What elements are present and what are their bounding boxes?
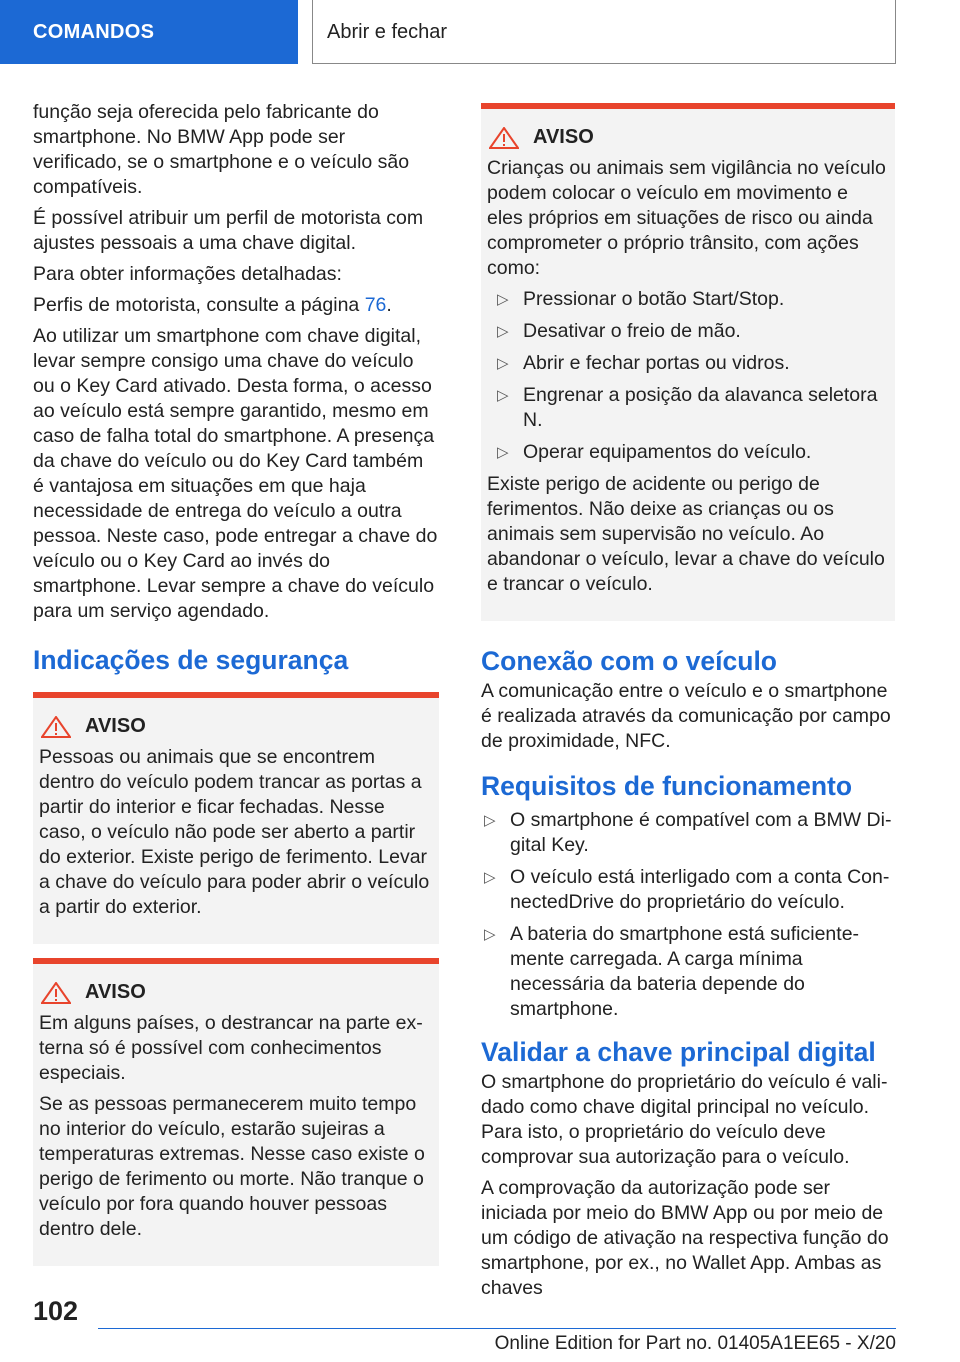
chapter-title: Abrir e fechar xyxy=(327,21,448,43)
list-item: ▷ Desativar o freio de mão. xyxy=(497,320,741,342)
list-item: ▷ O smartphone é compatível com a BMW Digital Key. xyxy=(484,809,892,856)
triangle-right-icon: ▷ xyxy=(497,444,509,461)
list-item: ▷ Engrenar a posição da alavanca seletora N. xyxy=(497,384,878,431)
section-tab xyxy=(0,0,298,64)
paragraph: É possível atribuir um perfil de motorista com ajustes pessoais a uma chave digital. xyxy=(33,207,424,254)
section-heading: Indicações de segurança xyxy=(33,645,349,675)
ref-text: Perfis de motorista, consulte a página xyxy=(33,294,365,316)
paragraph: Para obter informações detalhadas: xyxy=(33,263,342,285)
edition-note: Online Edition for Part no. 01405A1EE65 - X/20 xyxy=(494,1333,896,1354)
warning-text: Se as pessoas permanecerem muito tempo no interior do veículo, estarão sujeiras a temperaturas extremas. Nesse caso existe o perigo de ferimento ou morte. Não tranque o veículo por fora quando houver pessoas dentro dele. xyxy=(39,1093,425,1240)
page-link[interactable]: 76 xyxy=(364,294,387,316)
warning-box xyxy=(481,103,895,621)
warning-header xyxy=(41,714,433,739)
triangle-right-icon: ▷ xyxy=(484,812,496,829)
paragraph: A comprovação da autorização pode ser iniciada por meio do BMW App ou por meio de um código de ativação na respectiva função do smartphone, por ex., no Wallet App. Ambas as chaves xyxy=(481,1177,889,1299)
paragraph: O smartphone do proprietário do veículo é validado como chave digital principal no veículo. Para isto, o proprietário do veículo deve comprovar sua autorização para o veículo. xyxy=(481,1071,888,1168)
footer-divider xyxy=(98,1328,896,1329)
ref-tail: . xyxy=(386,294,392,316)
page-number: 102 xyxy=(33,1296,79,1326)
chapter-title-box xyxy=(312,0,896,64)
triangle-right-icon: ▷ xyxy=(484,869,496,886)
warning-triangle-icon xyxy=(41,716,75,738)
list-item: ▷ Pressionar o botão Start/Stop. xyxy=(497,288,785,310)
triangle-right-icon: ▷ xyxy=(484,926,496,943)
paragraph: A comunicação entre o veículo e o smartphone é realizada através da comunicação por campo de proximidade, NFC. xyxy=(481,680,891,752)
warning-label: AVISO xyxy=(533,126,594,148)
warning-header xyxy=(489,125,889,150)
warning-header xyxy=(41,980,433,1005)
list-item: ▷ Abrir e fechar portas ou vidros. xyxy=(497,352,790,374)
triangle-right-icon: ▷ xyxy=(497,387,509,404)
warning-text: Pessoas ou animais que se encontrem dentro do veículo podem trancar as portas a partir do interior e ficar fechadas. Nesse caso, o veículo não pode ser aberto a partir do exterior. Existe perigo de ferimento. Levar a chave do veículo para poder abrir o veículo a partir do exterior. xyxy=(39,746,430,918)
warning-label: AVISO xyxy=(85,715,146,737)
warning-box xyxy=(33,958,439,1266)
cross-reference xyxy=(33,293,439,318)
warning-text: Crianças ou animais sem vigilância no veículo podem colocar o veículo em movimento e eles próprios em situações de risco ou ainda comprometer o próprio trânsito, com ações como: xyxy=(487,157,886,279)
warning-text: Existe perigo de acidente ou perigo de ferimentos. Não deixe as crianças ou os animais sem supervisão no veículo. Ao abandonar o veículo, levar a chave do veículo e trancar o veículo. xyxy=(487,473,885,595)
paragraph: Ao utilizar um smartphone com chave digital, levar sempre consigo uma chave do veículo ou o Key Card ativado. Desta forma, o acesso ao veículo está sempre garantido, mesmo em caso de falha total do smartphone. A presença da chave do veículo ou do Key Card também é vantajosa em situações em que haja necessidade de entrega do veículo a outra pessoa. Neste caso, pode entregar a chave do veículo ou o Key Card ao invés do smartphone. Levar sempre a chave do veículo para um serviço agendado. xyxy=(33,325,438,622)
paragraph: função seja oferecida pelo fabricante do smartphone. No BMW App pode ser verificado, se o smartphone e o veículo são compatíveis. xyxy=(33,101,410,198)
triangle-right-icon: ▷ xyxy=(497,291,509,308)
list-item: ▷ A bateria do smartphone está suficientemente carregada. A carga mínima necessária da bateria depende do smartphone. xyxy=(484,923,860,1020)
warning-label: AVISO xyxy=(85,981,146,1003)
list-item: ▷ Operar equipamentos do veículo. xyxy=(497,441,812,463)
section-heading: Requisitos de funcionamento xyxy=(481,771,853,801)
left-column xyxy=(33,100,439,1280)
section-heading: Validar a chave principal digital xyxy=(481,1037,876,1067)
warning-text: Em alguns países, o destrancar na parte externa só é possível com conhecimentos especiais. xyxy=(39,1012,423,1084)
triangle-right-icon: ▷ xyxy=(497,355,509,372)
section-label: COMANDOS xyxy=(33,21,155,43)
right-column xyxy=(481,103,895,1307)
warning-box xyxy=(33,692,439,944)
warning-list xyxy=(487,287,889,465)
warning-triangle-icon xyxy=(489,127,523,149)
warning-triangle-icon xyxy=(41,982,75,1004)
requirements-list xyxy=(481,808,895,1022)
section-heading: Conexão com o veículo xyxy=(481,646,777,676)
triangle-right-icon: ▷ xyxy=(497,323,509,340)
list-item: ▷ O veículo está interligado com a conta ConnectedDrive do proprietário do veículo. xyxy=(484,866,890,913)
